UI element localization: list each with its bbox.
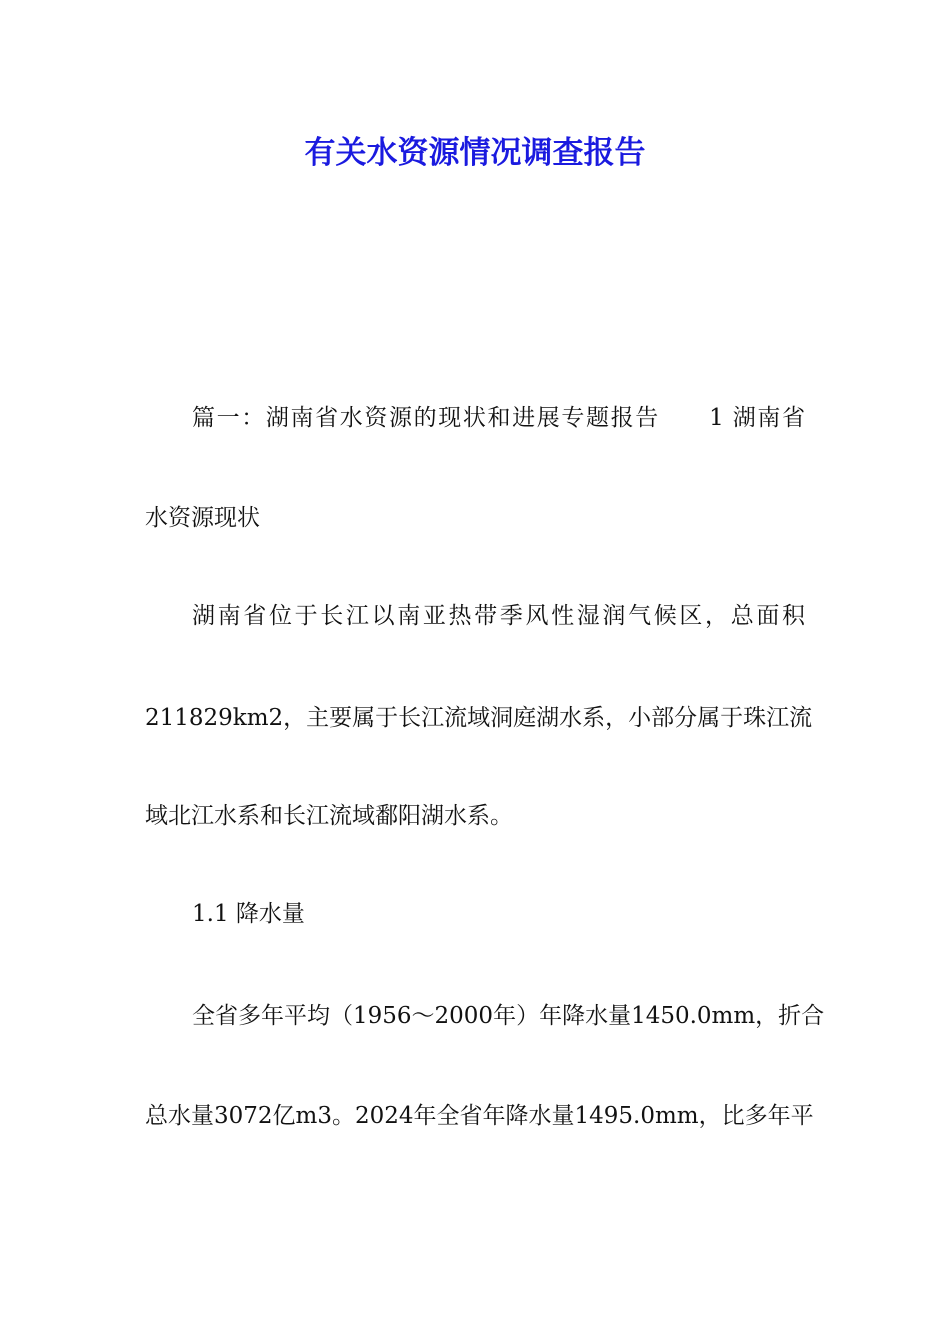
section-heading: 1.1 降水量 xyxy=(192,901,305,927)
paragraph-line: 全省多年平均（1956～2000年）年降水量1450.0mm，折合 xyxy=(192,1003,825,1029)
paragraph-line: 211829km2，主要属于长江流域洞庭湖水系，小部分属于珠江流 xyxy=(145,705,813,731)
paragraph-line: 水资源现状 xyxy=(145,505,260,531)
document-title: 有关水资源情况调查报告 xyxy=(304,135,646,171)
paragraph-line: 总水量3072亿m3。2024年全省年降水量1495.0mm，比多年平 xyxy=(145,1103,814,1129)
paragraph-line: 湖南省位于长江以南亚热带季风性湿润气候区，总面积 xyxy=(192,603,805,629)
paragraph-line: 篇一：湖南省水资源的现状和进展专题报告 1 湖南省 xyxy=(192,405,805,431)
paragraph-line: 域北江水系和长江流域鄱阳湖水系。 xyxy=(145,803,513,829)
